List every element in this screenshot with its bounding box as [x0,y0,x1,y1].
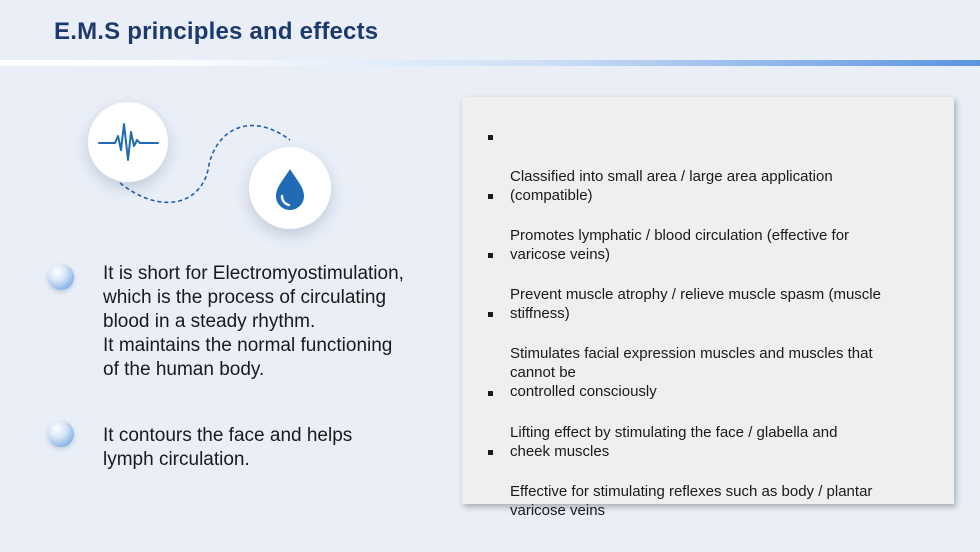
list-item: Lifting effect by stimulating the face / glabella and cheek muscles [488,385,928,461]
square-bullet-icon [488,391,493,396]
water-drop-circle [249,147,331,229]
bullet-sphere-icon [48,421,74,447]
square-bullet-icon [488,450,493,455]
list-item: Effective for stimulating reflexes such as body / plantar varicose veins [488,444,928,520]
list-item: Stimulates facial expression muscles and muscles that cannot be controlled consciously [488,306,928,401]
list-item: Classified into small area / large area application (compatible) [488,129,928,205]
list-item: Promotes lymphatic / blood circulation (effective for varicose veins) [488,188,928,264]
square-bullet-icon [488,253,493,258]
heartbeat-circle [88,102,168,182]
square-bullet-icon [488,135,493,140]
water-drop-icon [249,147,331,229]
square-bullet-icon [488,312,493,317]
square-bullet-icon [488,194,493,199]
bullet-sphere-icon [48,264,74,290]
description-paragraph: It is short for Electromyostimulation, which is the process of circulating blood in a steady rhythm. It maintains the normal functioning of the human body. [103,263,404,380]
list-item: Prevent muscle atrophy / relieve muscle spasm (muscle stiffness) [488,247,928,323]
description-paragraph: It contours the face and helps lymph circulation. [103,425,353,470]
page-title: E.M.S principles and effects [54,18,379,45]
effects-panel [462,97,954,519]
heartbeat-icon [88,102,168,182]
